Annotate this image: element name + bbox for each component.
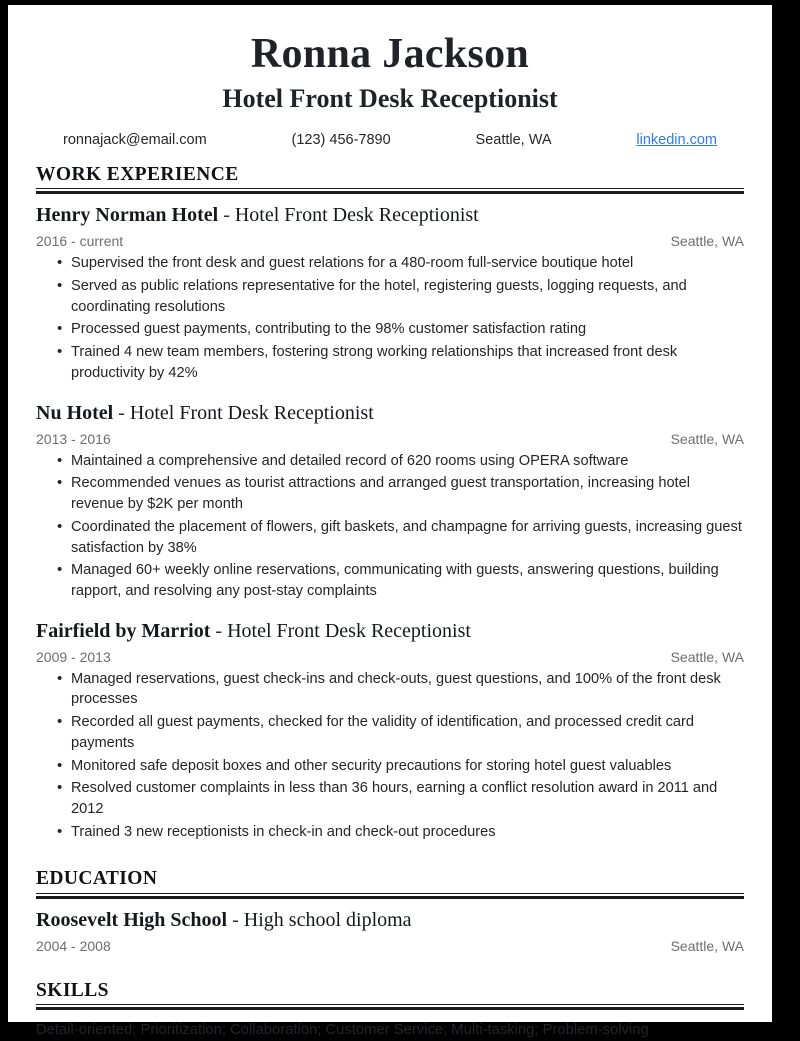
experience-entry-meta xyxy=(36,431,744,447)
list-item: • Managed reservations, guest check-ins and check-outs, guest questions, and 100% of the front desk processes xyxy=(36,669,744,710)
section-work-experience xyxy=(36,164,744,843)
education-entry-heading xyxy=(36,908,744,933)
section-heading-work: WORK EXPERIENCE xyxy=(36,163,239,185)
list-item: • Served as public relations representative for the hotel, registering guests, logging requests, and coordinating resolutions xyxy=(36,276,744,317)
section-divider xyxy=(36,1004,744,1010)
page-title: Ronna Jackson xyxy=(250,31,530,77)
contact-phone[interactable]: (123) 456-7890 xyxy=(291,131,391,148)
section-education xyxy=(36,868,744,953)
section-heading-education: EDUCATION xyxy=(36,868,158,890)
list-item: • Managed 60+ weekly online reservations, communicating with guests, answering questions, building rapport, and resolving any post-stay complaints xyxy=(36,560,744,601)
experience-bullet-list xyxy=(36,451,744,602)
list-item: • Maintained a comprehensive and detailed record of 620 rooms using OPERA software xyxy=(36,451,744,472)
experience-entry-heading xyxy=(36,619,744,644)
list-item: • Supervised the front desk and guest relations for a 480-room full-service boutique hotel xyxy=(36,253,744,274)
job-title: Hotel Front Desk Receptionist xyxy=(227,619,471,642)
list-item: • Trained 3 new receptionists in check-in and check-out procedures xyxy=(36,822,744,843)
list-item: • Recorded all guest payments, checked for the validity of identification, and processed credit card payments xyxy=(36,712,744,753)
job-title: Hotel Front Desk Receptionist xyxy=(129,401,374,424)
employer-name: Fairfield by Marriot xyxy=(36,619,211,642)
heading-separator: - xyxy=(232,908,239,931)
job-title: Hotel Front Desk Receptionist xyxy=(234,204,479,227)
employer-name: Henry Norman Hotel xyxy=(36,204,219,227)
contact-linkedin-link[interactable]: linkedin.com xyxy=(636,131,717,148)
employment-location: Seattle, WA xyxy=(670,430,744,447)
employment-dates: 2009 - 2013 xyxy=(36,648,111,665)
skills-list: Detail-oriented; Prioritization; Collaboration; Customer Service; Multi-tasking; Problem-solving xyxy=(36,1022,649,1039)
experience-bullet-list xyxy=(36,669,744,843)
list-item: • Processed guest payments, contributing to the 98% customer satisfaction rating xyxy=(36,319,744,340)
experience-entry xyxy=(36,401,744,602)
experience-bullet-list xyxy=(36,253,744,383)
resume-content xyxy=(8,5,772,1041)
list-item: • Recommended venues as tourist attractions and arranged guest transportation, increasing hotel revenue by $2K per month xyxy=(36,473,744,514)
section-heading-skills: SKILLS xyxy=(36,979,109,1001)
section-divider xyxy=(36,188,744,194)
degree-name: High school diploma xyxy=(243,908,412,931)
employer-name: Nu Hotel xyxy=(36,401,114,424)
employment-location: Seattle, WA xyxy=(670,233,744,250)
section-skills xyxy=(36,980,744,1041)
employment-location: Seattle, WA xyxy=(670,648,744,665)
contact-location: Seattle, WA xyxy=(475,131,552,148)
heading-separator: - xyxy=(118,401,125,424)
list-item: • Monitored safe deposit boxes and other security precautions for storing hotel guest valuables xyxy=(36,756,744,777)
resume-page xyxy=(8,5,772,1039)
employment-dates: 2013 - 2016 xyxy=(36,430,111,447)
experience-entry-heading xyxy=(36,401,744,426)
experience-entry-meta xyxy=(36,233,744,249)
education-entry-meta xyxy=(36,938,744,954)
list-item: • Coordinated the placement of flowers, gift baskets, and champagne for arriving guests, increasing guest satisfaction by 38% xyxy=(36,517,744,558)
education-dates: 2004 - 2008 xyxy=(36,937,111,954)
experience-entry xyxy=(36,619,744,843)
professional-headline: Hotel Front Desk Receptionist xyxy=(222,84,558,113)
resume-header xyxy=(36,5,744,148)
experience-entry-heading xyxy=(36,203,744,228)
education-entry xyxy=(36,908,744,954)
list-item: • Resolved customer complaints in less than 36 hours, earning a conflict resolution award in 2011 and 2012 xyxy=(36,778,744,819)
list-item: • Trained 4 new team members, fostering strong working relationships that increased front desk productivity by 42% xyxy=(36,342,744,383)
experience-entry-meta xyxy=(36,649,744,665)
employment-dates: 2016 - current xyxy=(36,233,124,250)
heading-separator: - xyxy=(223,204,230,227)
section-divider xyxy=(36,893,744,899)
heading-separator: - xyxy=(215,619,223,642)
experience-entry xyxy=(36,203,744,383)
contact-row xyxy=(36,114,744,148)
education-location: Seattle, WA xyxy=(670,937,744,954)
contact-email[interactable]: ronnajack@email.com xyxy=(63,131,207,148)
school-name: Roosevelt High School xyxy=(36,908,228,931)
